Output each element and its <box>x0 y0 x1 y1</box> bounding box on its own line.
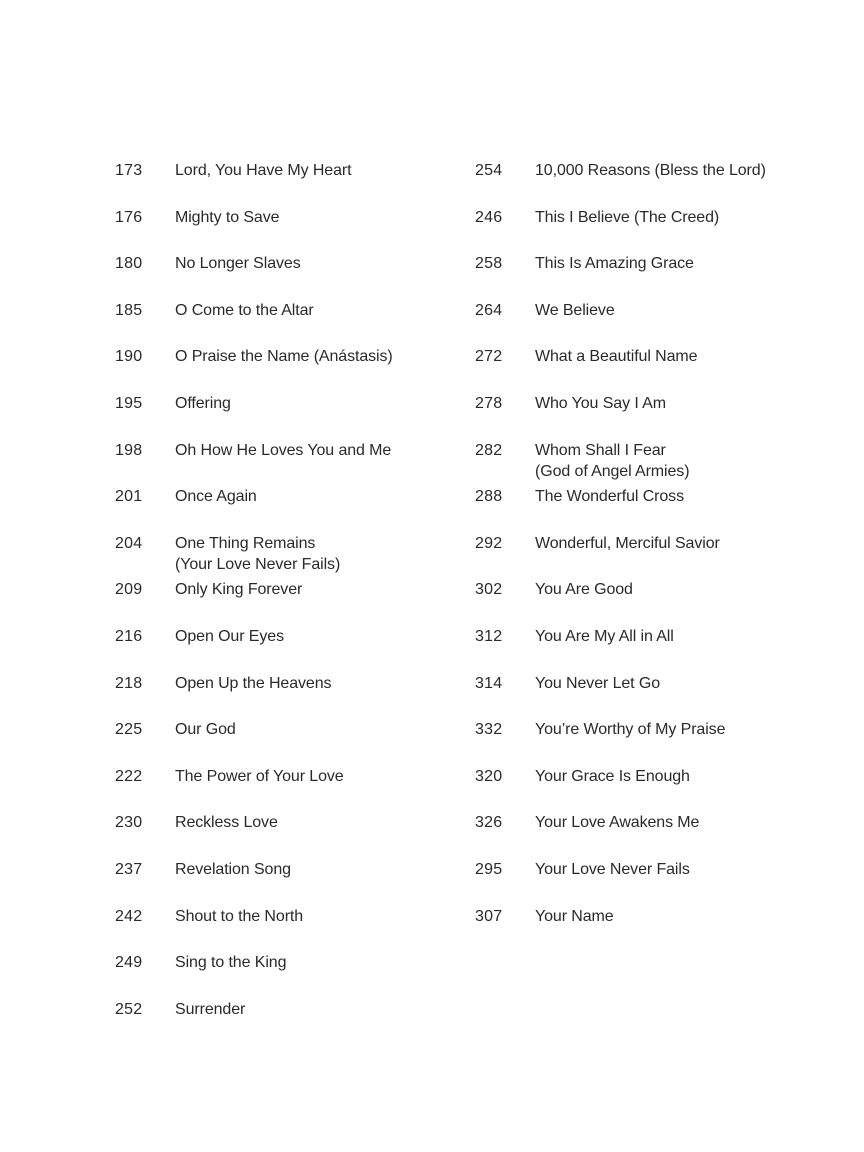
song-title: Our God <box>175 721 236 739</box>
page-number: 216 <box>115 628 143 645</box>
song-title: Whom Shall I Fear <box>535 441 666 459</box>
page-number: 264 <box>475 301 503 319</box>
song-title: Surrender <box>175 1000 246 1018</box>
page-number: 198 <box>115 441 143 459</box>
song-title: You’re Worthy of My Praise <box>535 721 726 739</box>
song-subtitle: (God of Angel Armies) <box>535 462 690 480</box>
page-number: 222 <box>115 767 143 785</box>
page-number: 201 <box>115 488 143 506</box>
song-title: Who You Say I Am <box>535 395 666 412</box>
page-number: 326 <box>475 814 503 832</box>
page-number: 307 <box>475 907 503 925</box>
song-title: Your Love Never Fails <box>535 861 690 878</box>
page-number: 288 <box>475 488 503 506</box>
song-subtitle: (Your Love Never Fails) <box>175 555 341 573</box>
page-number: 246 <box>475 208 503 226</box>
page-number: 254 <box>475 162 503 179</box>
page-number: 173 <box>115 162 143 179</box>
page-number: 180 <box>115 255 143 273</box>
song-title: O Praise the Name (Anástasis) <box>175 348 393 366</box>
song-title: Your Name <box>535 907 614 925</box>
song-title: 10,000 Reasons (Bless the Lord) <box>535 162 766 179</box>
song-title: Oh How He Loves You and Me <box>175 441 392 459</box>
page-number: 278 <box>475 395 503 412</box>
page-number: 282 <box>475 441 503 459</box>
page-number: 252 <box>115 1000 143 1018</box>
song-title: Revelation Song <box>175 861 291 878</box>
page-number: 195 <box>115 395 143 412</box>
song-title: Mighty to Save <box>175 208 280 226</box>
song-title: We Believe <box>535 301 615 319</box>
page-number: 190 <box>115 348 143 366</box>
song-title: You Are My All in All <box>535 628 674 645</box>
page-number: 218 <box>115 674 143 692</box>
song-title: Once Again <box>175 488 257 506</box>
song-title: This I Believe (The Creed) <box>535 208 720 226</box>
song-title: Your Grace Is Enough <box>535 767 690 785</box>
page-number: 295 <box>475 861 503 878</box>
song-title: The Wonderful Cross <box>535 488 684 506</box>
page-number: 258 <box>475 255 503 273</box>
song-title: What a Beautiful Name <box>535 348 698 366</box>
song-title: Your Love Awakens Me <box>535 814 700 832</box>
song-title: One Thing Remains <box>175 534 316 552</box>
page-number: 314 <box>475 674 503 692</box>
page-number: 272 <box>475 348 503 366</box>
song-title: Lord, You Have My Heart <box>175 162 352 179</box>
page-number: 292 <box>475 534 503 552</box>
page-number: 249 <box>115 954 143 972</box>
page-number: 237 <box>115 861 143 878</box>
song-title: Open Our Eyes <box>175 628 284 645</box>
page-number: 230 <box>115 814 143 832</box>
song-title: Wonderful, Merciful Savior <box>535 534 720 552</box>
page-number: 320 <box>475 767 503 785</box>
page-number: 312 <box>475 628 503 645</box>
song-title: Sing to the King <box>175 954 287 972</box>
song-title: This Is Amazing Grace <box>535 255 694 273</box>
page-number: 204 <box>115 534 143 552</box>
song-title: Shout to the North <box>175 907 304 925</box>
song-title: The Power of Your Love <box>175 767 344 785</box>
page-number: 209 <box>115 581 143 599</box>
song-title: You Are Good <box>535 581 633 599</box>
page-number: 185 <box>115 301 143 319</box>
song-title: Offering <box>175 395 231 412</box>
song-title: Open Up the Heavens <box>175 674 332 692</box>
page-number: 225 <box>115 721 143 739</box>
song-title: Reckless Love <box>175 814 278 832</box>
page-number: 332 <box>475 721 503 739</box>
song-title: You Never Let Go <box>535 674 661 692</box>
page-number: 176 <box>115 208 143 226</box>
page-number: 302 <box>475 581 503 599</box>
song-title: No Longer Slaves <box>175 255 301 273</box>
page-number: 242 <box>115 907 143 925</box>
song-title: Only King Forever <box>175 581 303 599</box>
song-title: O Come to the Altar <box>175 301 314 319</box>
